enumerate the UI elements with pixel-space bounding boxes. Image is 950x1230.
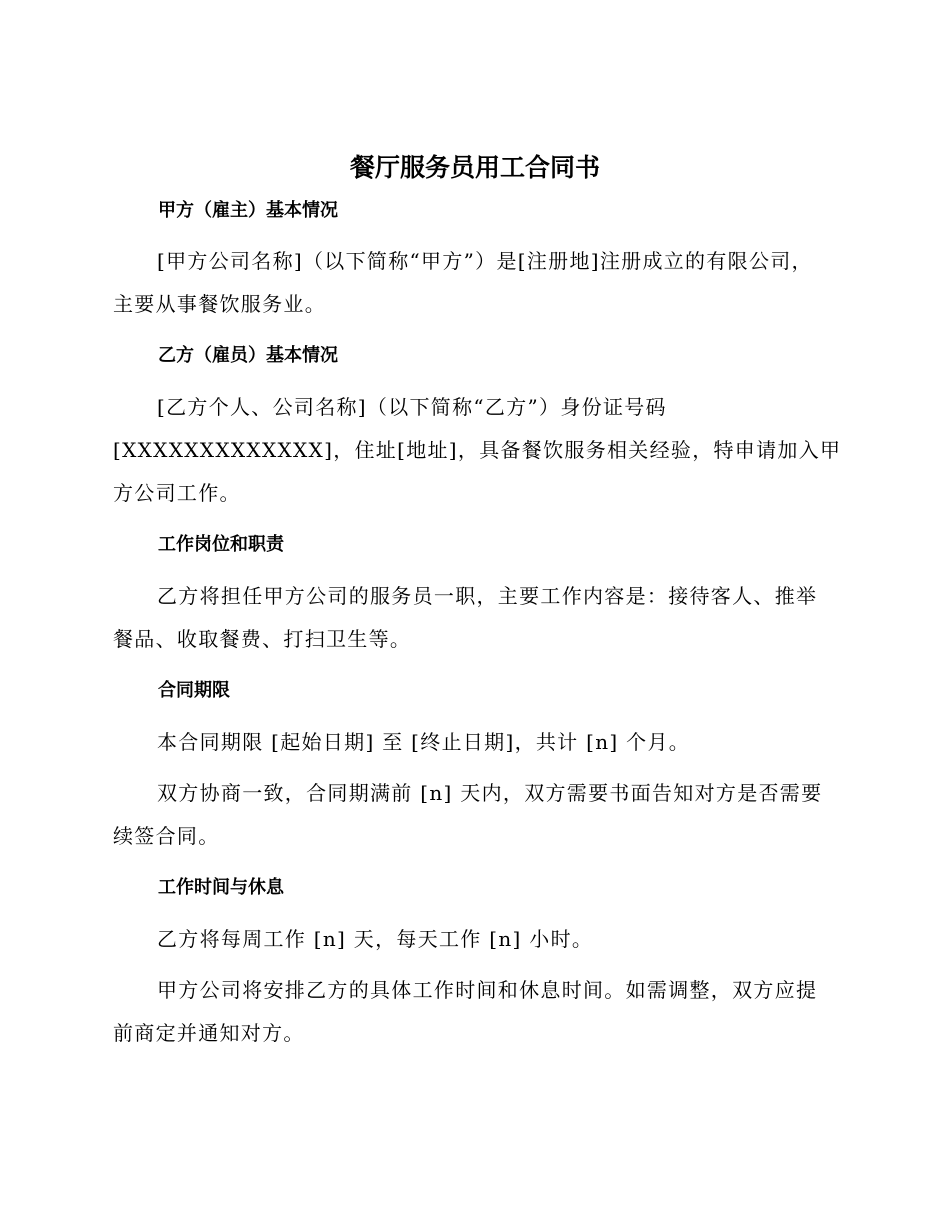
paragraph-line: [乙方个人、公司名称]（以下简称“乙方”）身份证号码 <box>157 395 667 419</box>
paragraph-line: 餐品、收取餐费、打扫卫生等。 <box>113 627 412 651</box>
paragraph-line: 前商定并通知对方。 <box>113 1021 305 1045</box>
paragraph-line: [XXXXXXXXXXXXX]，住址[地址]，具备餐饮服务相关经验，特申请加入甲 <box>113 438 842 462</box>
section-heading-position: 工作岗位和职责 <box>158 534 284 555</box>
paragraph-line: 甲方公司将安排乙方的具体工作时间和休息时间。如需调整，双方应提 <box>157 978 818 1002</box>
paragraph-employer-info <box>113 240 831 326</box>
paragraph-employee-info <box>113 386 842 515</box>
paragraph-line: 方公司工作。 <box>113 481 241 505</box>
paragraph-line: 主要从事餐饮服务业。 <box>113 292 326 316</box>
paragraph-line: [甲方公司名称]（以下简称“甲方”）是[注册地]注册成立的有限公司， <box>157 249 813 273</box>
document-title: 餐厅服务员用工合同书 <box>349 153 600 182</box>
section-heading-employer: 甲方（雇主）基本情况 <box>158 200 338 221</box>
section-heading-term: 合同期限 <box>158 680 230 701</box>
paragraph-hours-adjustment <box>113 969 831 1055</box>
paragraph-term-renewal <box>113 772 831 858</box>
section-heading-hours: 工作时间与休息 <box>158 877 284 898</box>
paragraph-hours-schedule <box>113 918 831 961</box>
paragraph-line: 续签合同。 <box>113 824 220 848</box>
paragraph-line: 乙方将每周工作 [n] 天，每天工作 [n] 小时。 <box>157 927 594 951</box>
paragraph-term-period <box>113 721 831 764</box>
paragraph-position-duties <box>113 575 831 661</box>
paragraph-line: 乙方将担任甲方公司的服务员一职，主要工作内容是：接待客人、推举 <box>157 584 818 608</box>
section-heading-employee: 乙方（雇员）基本情况 <box>158 345 338 366</box>
paragraph-line: 双方协商一致，合同期满前 [n] 天内，双方需要书面告知对方是否需要 <box>157 781 823 805</box>
paragraph-line: 本合同期限 [起始日期] 至 [终止日期]，共计 [n] 个月。 <box>157 730 691 754</box>
